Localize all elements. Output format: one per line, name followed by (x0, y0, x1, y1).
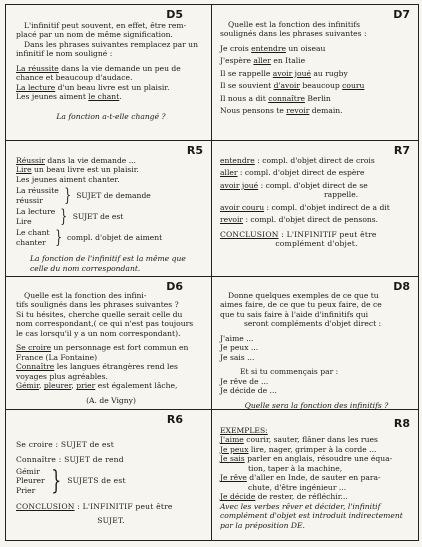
brace-group (16, 228, 206, 247)
sentence-text: J'espère (220, 56, 254, 66)
sentence-1 (16, 343, 206, 352)
example-4-cont: chute, d'être ingénieur ... (248, 482, 347, 492)
underlined-infinitive: Connaître (16, 362, 55, 372)
sentence-text: Il se rappelle (220, 68, 273, 78)
sentence-1 (16, 64, 206, 73)
answer-2 (16, 455, 206, 464)
function-label: SUJETS de est (67, 476, 126, 486)
sentence-text: Il se souvient (220, 81, 274, 91)
underlined-word: La réussite (16, 63, 59, 73)
sentence-1 (220, 44, 413, 53)
answer-text: : compl. d'objet direct de crois (254, 156, 375, 165)
source-citation: (A. de Vigny) (86, 395, 136, 405)
text-line: placé par un nom de même signification. (16, 30, 173, 40)
underlined-infinitive: Gémir (16, 381, 39, 391)
sentence-text: est également lâche, (95, 381, 178, 391)
group-word: Lire (16, 216, 32, 226)
underlined-infinitive: revoir (286, 106, 310, 116)
card-r6 (6, 410, 212, 540)
example-3-cont: tion, taper à la machine, (248, 463, 343, 473)
underlined-infinitive: connaître (268, 93, 305, 103)
text-line: seront compléments d'objet direct : (244, 319, 382, 329)
underlined-infinitive: couru (342, 81, 365, 91)
answer-1 (16, 440, 206, 449)
text-line: Dans les phrases suivantes remplacez par un (24, 39, 198, 49)
prompt-line: Je peux ... (220, 343, 259, 353)
underlined-infinitive: Réussir (16, 156, 45, 165)
answer-text: : SUJET de rend (56, 455, 124, 465)
sentence-text: Je crois (220, 43, 252, 53)
card-r8 (212, 410, 418, 540)
example-text: d'aller en Inde, de sauter en para- (246, 473, 381, 483)
brace-group (16, 207, 206, 226)
sentence-4 (220, 81, 413, 90)
sentence-1-cont: chance et beaucoup d'audace. (16, 73, 133, 83)
sentence-3: Les jeunes aiment chanter. (16, 174, 120, 184)
underlined-infinitive: d'avoir (273, 81, 300, 91)
text-line: L'infinitif peut souvent, en effet, être rem- (24, 21, 187, 30)
underlined-infinitive: aller (220, 168, 238, 178)
card-code: D8 (393, 280, 410, 293)
example-1 (220, 435, 413, 444)
card-code: R5 (186, 144, 203, 157)
brace-group (16, 467, 206, 495)
examples-label: EXEMPLES: (220, 426, 268, 435)
underlined-infinitive: revoir (220, 215, 244, 225)
sentence-2 (16, 362, 206, 371)
conclusion-text: : L'INFINITIF peut être (74, 502, 173, 512)
underlined-infinitive: avoir joué (220, 180, 259, 190)
brace-icon: } (64, 184, 71, 206)
prompt-line: Je décide de ... (220, 386, 277, 396)
sentence-text: , (71, 381, 77, 391)
underlined-word: le chant (88, 92, 120, 102)
question: La fonction a-t-elle changé ? (56, 111, 166, 121)
question: Quelle sera la fonction des infinitifs ? (244, 400, 389, 410)
answer-3 (220, 181, 413, 190)
card-code: R6 (166, 413, 183, 426)
function-label: SUJET de est (72, 212, 124, 222)
function-label: compl. d'objet de aiment (67, 233, 163, 243)
sentence-text: Il nous a dit (220, 93, 269, 103)
brace-icon: } (50, 466, 61, 497)
underlined-verb: Je sais (220, 454, 245, 464)
sentence-text: au rugby (310, 68, 348, 78)
sentence-1-cont: France (La Fontaine) (16, 352, 98, 362)
conclusion-text: celle du nom correspondant. (30, 263, 141, 273)
transition-line: Et si tu commençais par : (240, 367, 339, 377)
underlined-infinitive: pleurer (43, 381, 72, 391)
conclusion-cont: SUJET. (97, 515, 125, 525)
sentence-text: , (39, 381, 44, 391)
card-d8 (212, 277, 418, 410)
underlined-verb: Je décide (220, 492, 256, 502)
example-text: courir, sauter, flâner dans les rues (243, 435, 378, 445)
group-word: chanter (16, 237, 46, 247)
text-line: le cas lorsqu'il y a un nom correspondant). (16, 328, 181, 338)
group-word: Prier (16, 485, 36, 495)
underlined-word: La lecture (16, 82, 56, 92)
sentence-text: dans la vie demande ... (44, 156, 136, 165)
conclusion-text: complément d'objet est introduit indirectement (220, 511, 403, 521)
underlined-verb: Je peux (220, 444, 249, 454)
prompt-line: Je sais ... (220, 352, 255, 362)
function-label: SUJET de demande (76, 191, 151, 201)
group-word: Gémir (16, 466, 40, 476)
underlined-infinitive: Lire (16, 165, 32, 175)
underlined-infinitive: avoir couru (220, 202, 265, 212)
sentence-3: Les jeunes aiment le chant. (16, 92, 122, 102)
example-text: parler en anglais, résoudre une équa- (244, 454, 393, 464)
group-word: La lecture (16, 207, 56, 217)
group-word: Le chant (16, 228, 50, 238)
card-code: D7 (393, 8, 410, 21)
answer-text: : compl. d'objet direct de se (258, 180, 368, 190)
sentence-2 (16, 83, 206, 92)
text-line: que tu sais faire à l'aide d'infinitifs qui (220, 309, 369, 319)
underlined-infinitive: Se croire (16, 343, 52, 353)
card-code: D6 (166, 280, 183, 293)
sentence-text: Berlin (304, 93, 331, 103)
group-word: La réussite (16, 186, 59, 196)
answer-text: : compl. d'objet indirect de a dit (264, 202, 390, 212)
underlined-verb: Je rêve (220, 473, 247, 483)
answer-1 (220, 156, 413, 165)
card-code: R7 (393, 144, 410, 157)
text-line: aimes faire, de ce que tu peux faire, de ce (220, 300, 382, 310)
answer-2 (220, 168, 413, 177)
underlined-infinitive: avoir joué (272, 68, 311, 78)
sentence-text: Nous pensons te (220, 106, 287, 116)
sentence-text: un personnage est fort commun en (51, 343, 189, 353)
group-word: réussir (16, 195, 43, 205)
underlined-infinitive: entendre (251, 43, 286, 53)
sentence-text: en Italie (270, 56, 306, 66)
prompt-line: J'aime ... (220, 333, 254, 343)
conclusion-label: CONCLUSION (220, 229, 279, 239)
answer-3-cont: rappelle. (324, 190, 359, 200)
brace-group (16, 186, 206, 205)
example-3 (220, 454, 413, 463)
worksheet-grid (5, 4, 419, 541)
sentence-text: demain. (309, 106, 343, 116)
text-line: soulignés dans les phrases suivantes : (220, 29, 367, 39)
answer-text: : SUJET de est (52, 440, 114, 449)
example-2 (220, 445, 413, 454)
conclusion (220, 230, 413, 239)
sentence-text: d'un beau livre est un plaisir. (55, 82, 170, 92)
text-line: nom correspondant,( ce qui n'est pas toujours (16, 319, 194, 329)
underlined-infinitive: entendre (220, 156, 255, 165)
conclusion-text: par la préposition DE. (220, 520, 305, 530)
card-r7 (212, 141, 418, 277)
brace-icon: } (54, 226, 62, 248)
sentence-text: beaucoup (299, 81, 343, 91)
sentence-text: dans la vie demande un peu de (58, 63, 181, 73)
card-code: R8 (393, 417, 410, 430)
conclusion-cont: complément d'objet. (275, 239, 358, 249)
sentence-3 (16, 381, 206, 390)
answer-4 (220, 203, 413, 212)
sentence-5 (220, 94, 413, 103)
text-line: Quelle est la fonction des infinitifs (228, 20, 361, 29)
sentence-2 (16, 165, 206, 174)
example-4 (220, 473, 413, 482)
conclusion-text: La fonction de l'infinitif est la même que (30, 254, 186, 264)
sentence-text: Les jeunes aiment (16, 92, 89, 102)
underlined-verb: J'aime (220, 435, 244, 445)
card-code: D5 (166, 8, 183, 21)
sentence-2-cont: voyages plus agréables. (16, 371, 108, 381)
example-text: de rester, de réfléchir... (255, 492, 348, 502)
sentence-1 (16, 156, 206, 165)
answer-5 (220, 215, 413, 224)
answer-word: Se croire (16, 440, 53, 449)
answer-word: Connaître (16, 455, 57, 465)
sentence-2 (220, 56, 413, 65)
card-r5 (6, 141, 212, 277)
text-line: Si tu hésites, cherche quelle serait celle du (16, 309, 183, 319)
answer-text: : compl. d'objet direct de pensons. (243, 215, 379, 225)
answer-text: : compl. d'objet direct de espère (237, 168, 365, 178)
group-word: Pleurer (16, 476, 45, 486)
sentence-text: un oiseau (285, 43, 326, 53)
example-text: lire, nager, grimper à la corde ... (248, 444, 377, 454)
underlined-infinitive: prier (76, 381, 96, 391)
card-d7 (212, 5, 418, 141)
underlined-infinitive: aller (253, 56, 271, 66)
conclusion-label: CONCLUSION (16, 502, 75, 512)
card-d5 (6, 5, 212, 141)
conclusion-text: : L'INFINITIF peut être (278, 229, 377, 239)
sentence-3 (220, 69, 413, 78)
example-5 (220, 492, 413, 501)
text-line: Donne quelques exemples de ce que tu (228, 291, 379, 300)
brace-icon: } (60, 205, 68, 227)
text-line: tifs soulignés dans les phrases suivantes ? (16, 300, 179, 310)
conclusion (16, 502, 206, 511)
text-line: Quelle est la fonction des infini- (24, 291, 147, 300)
text-line: infinitif le nom souligné : (16, 49, 113, 59)
sentence-text: un beau livre est un plaisir. (31, 165, 139, 175)
prompt-line: Je rêve de ... (220, 376, 269, 386)
sentence-6 (220, 106, 413, 115)
card-d6 (6, 277, 212, 410)
conclusion-text: Avec les verbes rêver et décider, l'infinitif (220, 501, 381, 511)
sentence-text: les langues étrangères rend les (54, 362, 178, 372)
